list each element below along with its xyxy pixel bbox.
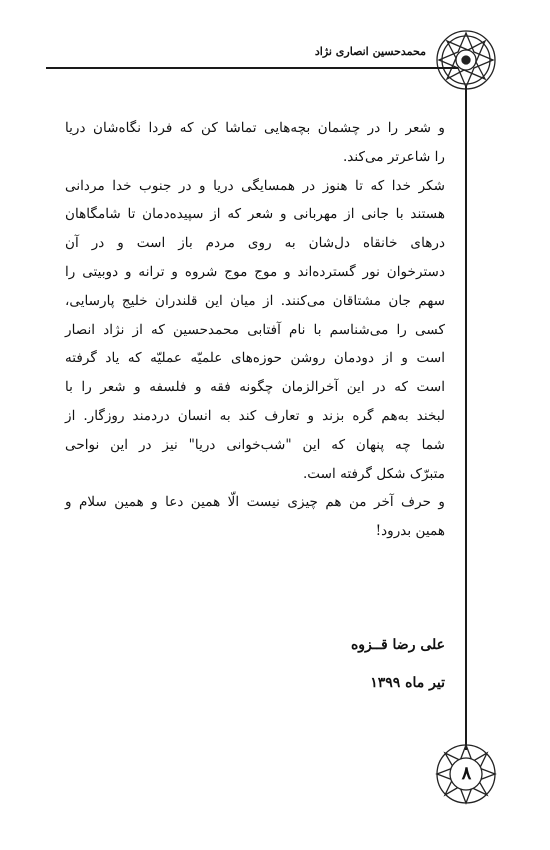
text-line: شما چه پنهان که این "شب‌خوانی دریا" نیز در این نواحی xyxy=(65,436,445,453)
margin-rule xyxy=(465,86,467,750)
running-header-author: محمدحسین انصاری نژاد xyxy=(314,45,426,58)
text-line: همین بدرود! xyxy=(375,523,445,540)
text-line: است که در این آخرالزمان چگونه فقه و فلسفه و شعر را با xyxy=(65,379,445,396)
text-line: درهای خانقاه دل‌شان به روی مردم باز است و در آن xyxy=(65,235,445,252)
header-rule xyxy=(46,67,458,69)
ornament-top-icon xyxy=(434,28,498,92)
body-text xyxy=(65,114,445,546)
text-line: سهم جان مشتاقان می‌کنند. از میان این قلندران خلیج پارسایی، xyxy=(65,292,445,309)
text-line: را شاعرتر می‌کند. xyxy=(342,148,445,165)
text-line: کسی را می‌شناسم با نام آفتابی محمدحسین که از نژاد انصار xyxy=(65,321,445,338)
text-line: است و از دودمان روشن حوزه‌های علمیّه عملیّه که یاد گرفته xyxy=(65,350,445,367)
text-line: و حرف آخر من هم چیزی نیست الّا همین دعا و همین سلام و xyxy=(65,494,445,511)
page-number: ۸ xyxy=(461,763,472,784)
signature-name: علی رضا قــزوه xyxy=(350,637,445,653)
text-line: شکر خدا که تا هنوز در همسایگی دریا و در جنوب خدا مردانی xyxy=(65,177,445,194)
text-line: لبخند به‌هم گره بزند و تعارف کند به انسان دردمند روزگار. از xyxy=(65,407,445,424)
text-line: و شعر را در چشمان بچه‌هایی تماشا کن که فردا نگاه‌شان دریا xyxy=(65,120,445,136)
text-line: متبرّک شکل گرفته است. xyxy=(302,465,445,482)
signature-date: تیر ماه ۱۳۹۹ xyxy=(370,675,445,691)
text-line: هستند با جانی از مهربانی و شعر که از سپیده‌دمان تا شامگاهان xyxy=(65,206,445,223)
text-line: دسترخوان نور گسترده‌اند و موج موج شروه و ترانه و دوبیتی را xyxy=(65,263,445,280)
